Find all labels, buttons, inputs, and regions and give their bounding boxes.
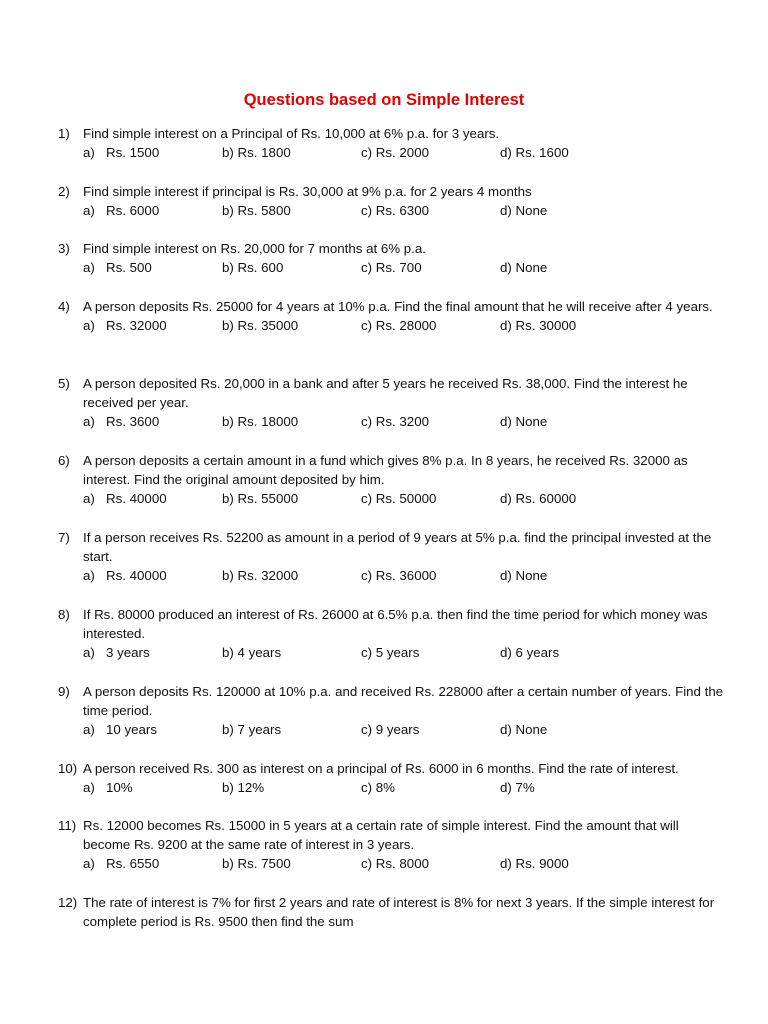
question-text-block bbox=[58, 528, 728, 566]
option-a-text: Rs. 500 bbox=[106, 260, 152, 275]
option-c: c) Rs. 2000 bbox=[361, 145, 429, 160]
question-7 bbox=[58, 528, 728, 585]
page-title: Questions based on Simple Interest bbox=[243, 91, 525, 109]
question-8 bbox=[58, 605, 728, 662]
option-a-text: Rs. 1500 bbox=[106, 145, 160, 160]
question-10 bbox=[58, 759, 728, 797]
answer-options bbox=[58, 258, 728, 277]
question-text-block bbox=[58, 239, 728, 258]
option-a-text: Rs. 32000 bbox=[106, 318, 167, 333]
option-d: d) Rs. 60000 bbox=[500, 491, 577, 506]
option-d: d) None bbox=[500, 414, 548, 429]
option-a-label: a) bbox=[83, 645, 95, 660]
option-a-label: a) bbox=[83, 780, 95, 795]
question-number: 9) bbox=[58, 684, 70, 699]
question-11 bbox=[58, 816, 728, 873]
question-number: 10) bbox=[58, 761, 78, 776]
question-4 bbox=[58, 297, 728, 335]
option-a-text: 10 years bbox=[106, 722, 157, 737]
option-b: b) 12% bbox=[222, 780, 265, 795]
question-text: A person deposits Rs. 25000 for 4 years at 10% p.a. Find the final amount that he will receive after 4 years. bbox=[83, 299, 713, 314]
option-b: b) Rs. 600 bbox=[222, 260, 284, 275]
option-a bbox=[83, 258, 152, 277]
option-a bbox=[83, 412, 159, 431]
question-number: 12) bbox=[58, 895, 78, 910]
option-c: c) Rs. 700 bbox=[361, 260, 422, 275]
answer-options bbox=[58, 143, 728, 162]
option-a-label: a) bbox=[83, 568, 95, 583]
question-text-block bbox=[58, 759, 728, 778]
option-b: b) Rs. 5800 bbox=[222, 203, 291, 218]
option-a bbox=[83, 643, 150, 662]
question-text-block bbox=[58, 124, 728, 143]
option-c: c) 8% bbox=[361, 780, 395, 795]
option-b: b) Rs. 32000 bbox=[222, 568, 299, 583]
answer-options bbox=[58, 566, 728, 585]
option-c: c) Rs. 36000 bbox=[361, 568, 437, 583]
option-c: c) Rs. 28000 bbox=[361, 318, 437, 333]
option-a-label: a) bbox=[83, 856, 95, 871]
option-c: c) Rs. 3200 bbox=[361, 414, 429, 429]
option-d: d) None bbox=[500, 203, 548, 218]
option-b: b) 4 years bbox=[222, 645, 282, 660]
question-2 bbox=[58, 182, 728, 220]
option-a bbox=[83, 316, 167, 335]
option-d: d) None bbox=[500, 568, 548, 583]
option-b: b) Rs. 18000 bbox=[222, 414, 299, 429]
option-a-label: a) bbox=[83, 414, 95, 429]
question-text-block bbox=[58, 893, 728, 931]
option-a-text: Rs. 40000 bbox=[106, 568, 167, 583]
question-number: 4) bbox=[58, 299, 70, 314]
answer-options bbox=[58, 201, 728, 220]
option-d: d) Rs. 9000 bbox=[500, 856, 569, 871]
question-3 bbox=[58, 239, 728, 277]
answer-options bbox=[58, 643, 728, 662]
option-a bbox=[83, 143, 159, 162]
option-a-label: a) bbox=[83, 491, 95, 506]
question-number: 6) bbox=[58, 453, 70, 468]
option-b: b) Rs. 1800 bbox=[222, 145, 291, 160]
question-number: 2) bbox=[58, 184, 70, 199]
option-a-text: Rs. 40000 bbox=[106, 491, 167, 506]
option-c: c) 5 years bbox=[361, 645, 420, 660]
answer-options bbox=[58, 720, 728, 739]
question-9 bbox=[58, 682, 728, 739]
option-d: d) 7% bbox=[500, 780, 535, 795]
answer-options bbox=[58, 854, 728, 873]
question-number: 7) bbox=[58, 530, 70, 545]
question-text-block bbox=[58, 182, 728, 201]
question-text: A person deposits a certain amount in a fund which gives 8% p.a. In 8 years, he received Rs. 32000 as interest. Find the original amount deposited by him. bbox=[83, 453, 688, 487]
question-number: 1) bbox=[58, 126, 70, 141]
question-number: 3) bbox=[58, 241, 70, 256]
question-text-block bbox=[58, 374, 728, 412]
question-text: Rs. 12000 becomes Rs. 15000 in 5 years at a certain rate of simple interest. Find the amount that will become Rs. 9200 at the same rate of interest in 3 years. bbox=[83, 818, 679, 852]
option-b: b) Rs. 35000 bbox=[222, 318, 299, 333]
option-a-label: a) bbox=[83, 318, 95, 333]
option-c: c) Rs. 6300 bbox=[361, 203, 429, 218]
question-text: A person deposits Rs. 120000 at 10% p.a. and received Rs. 228000 after a certain number of years. Find the time period. bbox=[83, 684, 724, 718]
question-text: Find simple interest if principal is Rs. 30,000 at 9% p.a. for 2 years 4 months bbox=[83, 184, 532, 199]
option-a bbox=[83, 489, 167, 508]
option-d: d) 6 years bbox=[500, 645, 560, 660]
question-text: Find simple interest on Rs. 20,000 for 7 months at 6% p.a. bbox=[83, 241, 426, 256]
question-text: Find simple interest on a Principal of Rs. 10,000 at 6% p.a. for 3 years. bbox=[83, 126, 500, 141]
option-a-text: 3 years bbox=[106, 645, 150, 660]
question-text-block bbox=[58, 451, 728, 489]
question-text: If a person receives Rs. 52200 as amount in a period of 9 years at 5% p.a. find the principal invested at the start. bbox=[83, 530, 712, 564]
question-number: 5) bbox=[58, 376, 70, 391]
option-a-text: Rs. 6000 bbox=[106, 203, 160, 218]
option-c: c) 9 years bbox=[361, 722, 420, 737]
option-a bbox=[83, 566, 167, 585]
question-number: 11) bbox=[58, 818, 77, 833]
option-d: d) None bbox=[500, 260, 548, 275]
option-d: d) Rs. 1600 bbox=[500, 145, 569, 160]
option-c: c) Rs. 8000 bbox=[361, 856, 429, 871]
option-a-label: a) bbox=[83, 260, 95, 275]
question-5 bbox=[58, 374, 728, 431]
option-b: b) Rs. 7500 bbox=[222, 856, 291, 871]
option-a-text: 10% bbox=[106, 780, 133, 795]
option-c: c) Rs. 50000 bbox=[361, 491, 437, 506]
question-text: A person deposited Rs. 20,000 in a bank and after 5 years he received Rs. 38,000. Find the interest he received per year. bbox=[83, 376, 688, 410]
option-a-label: a) bbox=[83, 145, 95, 160]
option-a bbox=[83, 854, 159, 873]
question-text-block bbox=[58, 816, 728, 854]
question-text: If Rs. 80000 produced an interest of Rs. 26000 at 6.5% p.a. then find the time period for which money was interested. bbox=[83, 607, 708, 641]
option-a bbox=[83, 778, 133, 797]
question-1 bbox=[58, 124, 728, 162]
option-a-text: Rs. 6550 bbox=[106, 856, 160, 871]
option-d: d) Rs. 30000 bbox=[500, 318, 577, 333]
option-a bbox=[83, 201, 159, 220]
option-a bbox=[83, 720, 157, 739]
answer-options bbox=[58, 412, 728, 431]
option-a-text: Rs. 3600 bbox=[106, 414, 160, 429]
question-text: The rate of interest is 7% for first 2 years and rate of interest is 8% for next 3 years. If the simple interest for complete period is Rs. 9500 then find the sum bbox=[83, 895, 715, 929]
question-12 bbox=[58, 893, 728, 931]
question-text: A person received Rs. 300 as interest on a principal of Rs. 6000 in 6 months. Find the rate of interest. bbox=[83, 761, 679, 776]
option-d: d) None bbox=[500, 722, 548, 737]
question-text-block bbox=[58, 297, 728, 316]
answer-options bbox=[58, 489, 728, 508]
option-b: b) 7 years bbox=[222, 722, 282, 737]
question-number: 8) bbox=[58, 607, 70, 622]
option-b: b) Rs. 55000 bbox=[222, 491, 299, 506]
option-a-label: a) bbox=[83, 722, 95, 737]
answer-options bbox=[58, 778, 728, 797]
question-text-block bbox=[58, 682, 728, 720]
answer-options bbox=[58, 316, 728, 335]
option-a-label: a) bbox=[83, 203, 95, 218]
question-text-block bbox=[58, 605, 728, 643]
question-6 bbox=[58, 451, 728, 508]
